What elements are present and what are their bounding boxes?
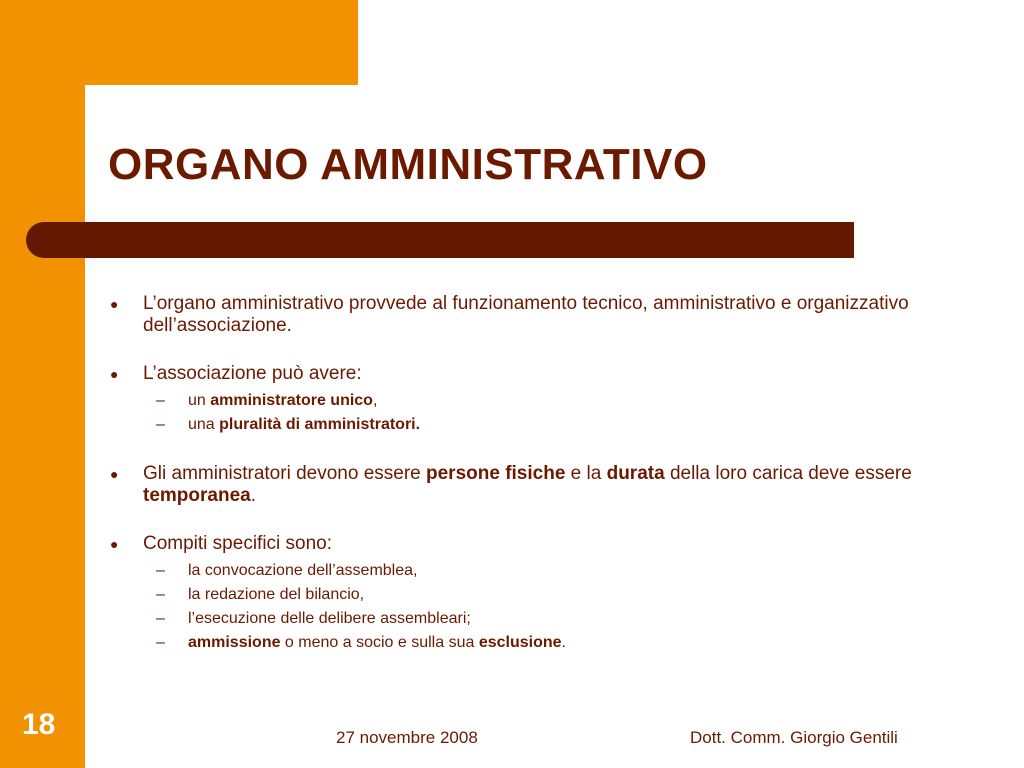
text-run: la convocazione dell’assemblea, [188,562,418,579]
bullet-item [108,293,938,337]
dash-icon: – [156,562,165,579]
bullet-list [108,293,938,655]
text-run: della loro carica deve essere [664,463,912,484]
bullet-item [108,363,938,385]
sub-bullet-item [108,631,938,655]
bullet-dot-icon: ● [110,466,119,482]
bullet-text [143,293,938,337]
bullet-dot-icon: ● [110,536,119,552]
sub-bullet-item [108,607,938,631]
emphasis-text: pluralità di amministratori. [219,416,421,433]
sub-bullet-item [108,413,938,437]
dash-icon: – [156,610,165,627]
sub-bullet-text [188,389,377,413]
text-run: L’organo amministrativo provvede al funzionamento tecnico, amministrativo e organizzativo dell’associazione. [143,293,909,336]
text-run: l’esecuzione delle delibere assembleari; [188,610,471,627]
text-run: un [188,392,211,409]
text-run: , [372,392,378,409]
emphasis-text: durata [606,463,665,484]
emphasis-text: persone fisiche [426,463,566,484]
accent-sidebar [0,0,85,768]
dash-icon: – [156,392,165,409]
bullet-text [143,363,938,385]
text-run: Compiti specifici sono: [143,533,333,554]
slide-number: 18 [22,708,56,741]
title-underline-bar [26,222,854,258]
text-run: e la [565,463,607,484]
dash-icon: – [156,634,165,651]
sub-bullet-text [188,631,566,655]
accent-top-block [0,0,358,85]
emphasis-text: temporanea [143,485,251,506]
text-run: una [188,416,220,433]
text-run: L’associazione può avere: [143,363,362,384]
emphasis-text: amministratore unico [210,392,373,409]
footer-author: Dott. Comm. Giorgio Gentili [690,728,898,747]
bullet-text [143,533,938,555]
sub-bullet-text [188,583,364,607]
sub-bullet-text [188,413,420,437]
text-run: . [250,485,256,506]
bullet-item [108,533,938,555]
slide-title: ORGANO AMMINISTRATIVO [108,140,708,189]
sub-bullet-item [108,583,938,607]
text-run: o meno a socio e sulla sua [280,634,479,651]
dash-icon: – [156,586,165,603]
emphasis-text: esclusione [478,634,562,651]
dash-icon: – [156,416,165,433]
sub-bullet-text [188,559,417,583]
sub-bullet-item [108,559,938,583]
bullet-item [108,463,938,507]
text-run: Gli amministratori devono essere [143,463,426,484]
bullet-text [143,463,938,507]
emphasis-text: ammissione [188,634,281,651]
bullet-dot-icon: ● [110,366,119,382]
footer-date: 27 novembre 2008 [336,728,478,747]
text-run: . [561,634,566,651]
text-run: la redazione del bilancio, [188,586,365,603]
sub-bullet-text [188,607,471,631]
sub-bullet-item [108,389,938,413]
bullet-dot-icon: ● [110,296,119,312]
